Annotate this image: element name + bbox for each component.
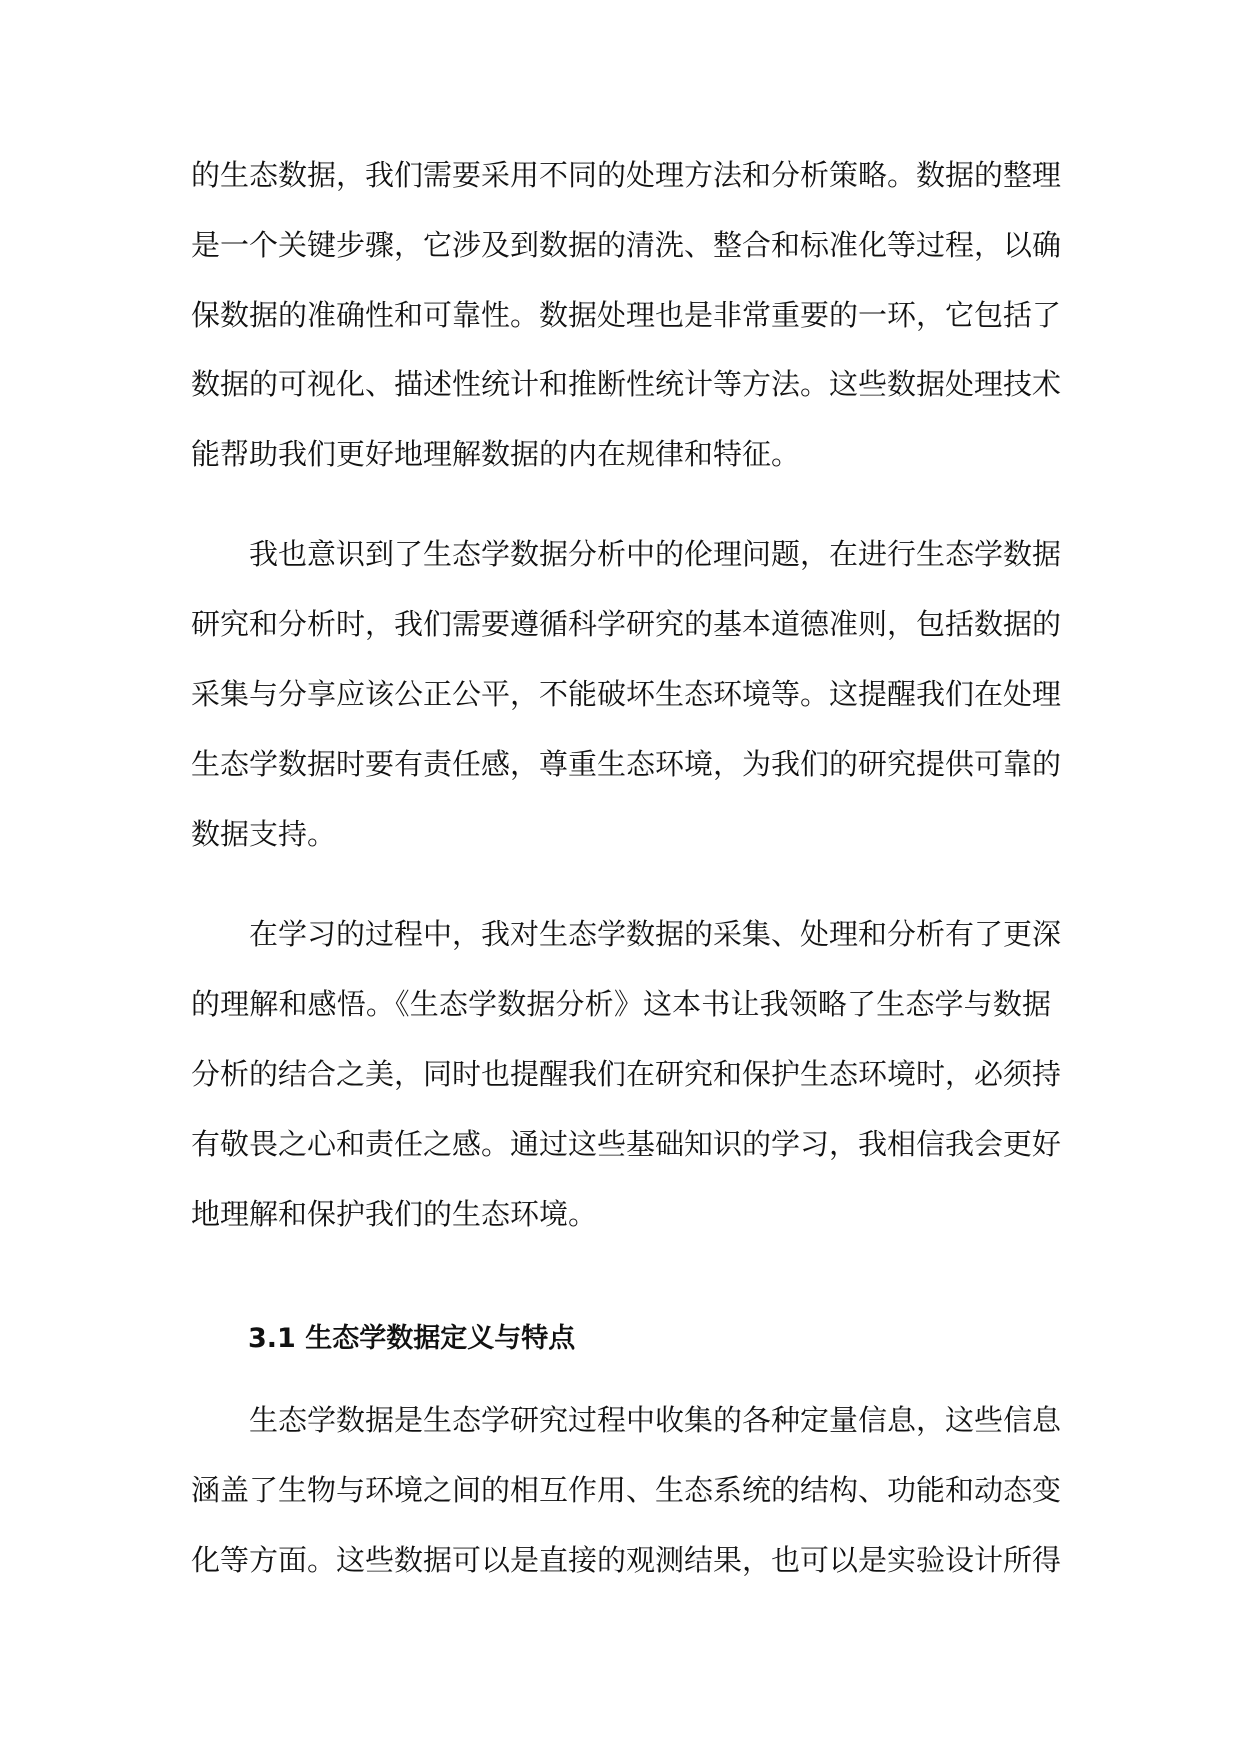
paragraph-line: 数据的可视化、描述性统计和推断性统计等方法。这些数据处理技术 (191, 367, 1062, 401)
paragraph-line: 采集与分享应该公正公平，不能破坏生态环境等。这提醒我们在处理 (191, 677, 1062, 711)
paragraph-line: 有敬畏之心和责任之感。通过这些基础知识的学习，我相信我会更好 (191, 1127, 1062, 1161)
paragraph-line: 是一个关键步骤，它涉及到数据的清洗、整合和标准化等过程，以确 (191, 228, 1062, 262)
paragraph-line: 生态学数据时要有责任感，尊重生态环境，为我们的研究提供可靠的 (191, 747, 1062, 781)
paragraph-line: 涵盖了生物与环境之间的相互作用、生态系统的结构、功能和动态变 (191, 1473, 1062, 1507)
paragraph-line: 能帮助我们更好地理解数据的内在规律和特征。 (191, 437, 801, 471)
section-heading: 3.1 生态学数据定义与特点 (248, 1323, 576, 1354)
paragraph-line: 我也意识到了生态学数据分析中的伦理问题，在进行生态学数据 (249, 537, 1062, 571)
paragraph-line: 生态学数据是生态学研究过程中收集的各种定量信息，这些信息 (249, 1403, 1062, 1437)
paragraph-line: 地理解和保护我们的生态环境。 (191, 1197, 598, 1231)
paragraph-line: 保数据的准确性和可靠性。数据处理也是非常重要的一环，它包括了 (191, 298, 1062, 332)
paragraph-line: 的理解和感悟。《生态学数据分析》这本书让我领略了生态学与数据 (191, 987, 1051, 1021)
paragraph-line: 分析的结合之美，同时也提醒我们在研究和保护生态环境时，必须持 (191, 1057, 1062, 1091)
paragraph-line: 数据支持。 (191, 817, 337, 851)
paragraph-line: 化等方面。这些数据可以是直接的观测结果，也可以是实验设计所得 (191, 1543, 1062, 1577)
paragraph-line: 的生态数据，我们需要采用不同的处理方法和分析策略。数据的整理 (191, 158, 1062, 192)
paragraph-line: 研究和分析时，我们需要遵循科学研究的基本道德准则，包括数据的 (191, 607, 1062, 641)
paragraph-line: 在学习的过程中，我对生态学数据的采集、处理和分析有了更深 (249, 917, 1062, 951)
